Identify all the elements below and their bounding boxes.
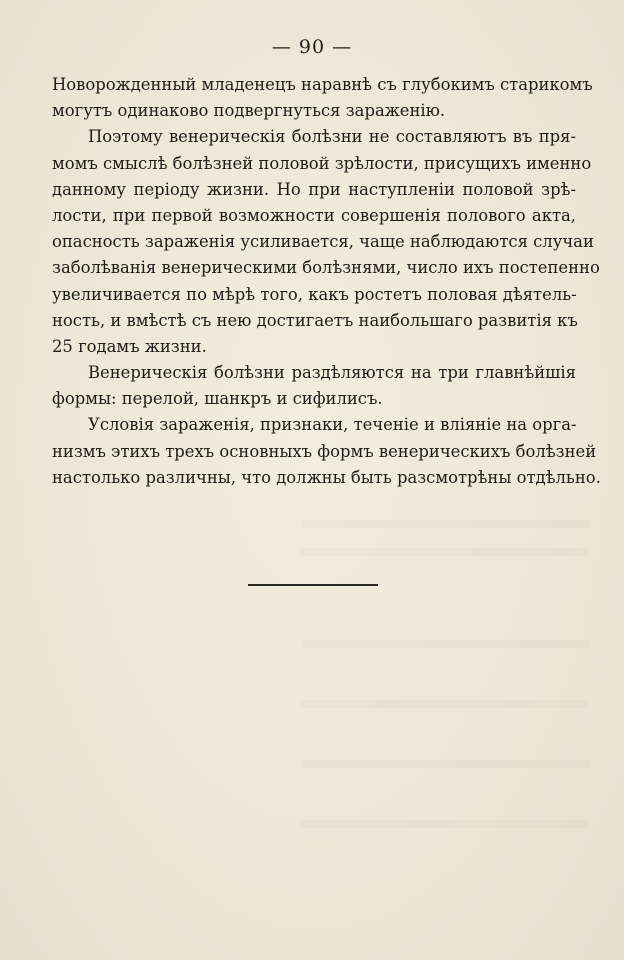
text-line: данному періоду жизни. Но при наступленіи половой зрѣ- (52, 179, 576, 199)
text-line: увеличивается по мѣрѣ того, какъ ростетъ половая дѣятель- (52, 284, 577, 304)
text-line: настолько различны, что должны быть разсмотрѣны отдѣльно. (52, 467, 601, 487)
show-through-text (300, 548, 590, 556)
page-number: — 90 — (271, 36, 353, 58)
text-line: момъ смыслѣ болѣзней половой зрѣлости, присущихъ именно (52, 153, 592, 173)
show-through-text (300, 640, 590, 648)
text-line: формы: перелой, шанкръ и сифилисъ. (52, 389, 383, 409)
show-through-text (300, 760, 590, 768)
text-line: 25 годамъ жизни. (52, 336, 207, 356)
text-line: лости, при первой возможности совершенія полового акта, (52, 205, 576, 225)
text-line: низмъ этихъ трехъ основныхъ формъ венерическихъ болѣзней (52, 441, 597, 461)
show-through-text (300, 700, 590, 708)
show-through-text (300, 520, 590, 528)
text-line: заболѣванія венерическими болѣзнями, число ихъ постепенно (52, 258, 600, 278)
text-line: Условія зараженія, признаки, теченіе и вліяніе на орга- (88, 415, 577, 435)
section-end-rule (248, 584, 378, 586)
show-through-text (300, 820, 590, 828)
text-line: опасность зараженія усиливается, чаще наблюдаются случаи (52, 232, 594, 252)
text-line: Венерическія болѣзни раздѣляются на три главнѣйшія (88, 363, 576, 383)
text-line: Новорожденный младенецъ наравнѣ съ глубокимъ старикомъ (52, 75, 593, 94)
text-line: Поэтому венерическія болѣзни не составляютъ въ пря- (88, 127, 576, 147)
text-line: ность, и вмѣстѣ съ нею достигаетъ наибольшаго развитія къ (52, 310, 578, 330)
body-text (52, 72, 601, 491)
text-line: могутъ одинаково подвергнуться зараженію. (52, 101, 446, 121)
